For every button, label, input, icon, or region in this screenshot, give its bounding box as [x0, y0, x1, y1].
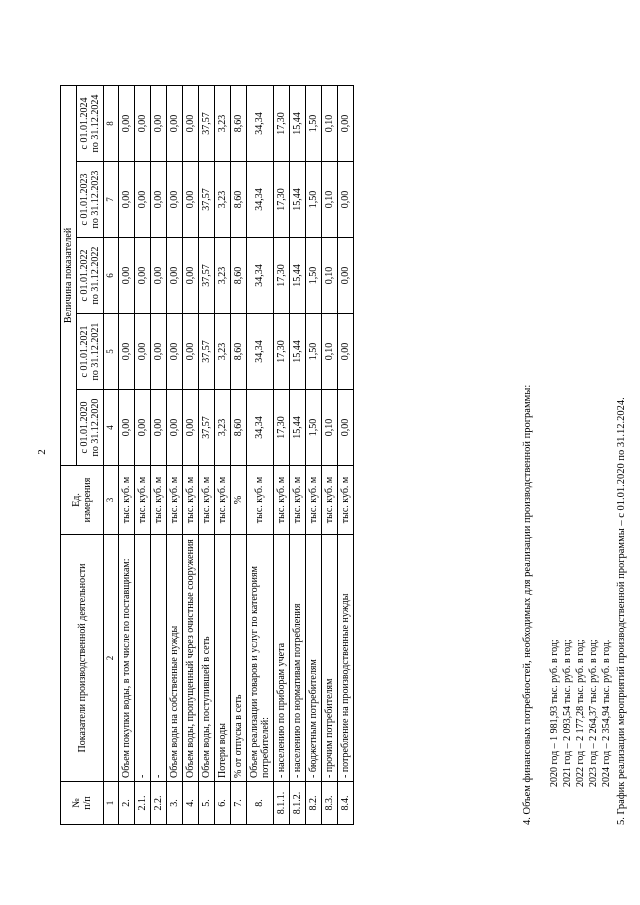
- row-value: 1,50: [305, 238, 321, 314]
- row-value: 0,10: [321, 86, 337, 162]
- row-value: 0,00: [134, 86, 150, 162]
- table-row: [305, 86, 321, 825]
- row-value: 0,00: [166, 390, 182, 466]
- row-value: 8,60: [230, 390, 246, 466]
- row-value: 0,00: [182, 162, 198, 238]
- row-unit: тыс. куб. м: [182, 466, 198, 535]
- row-value: 0,00: [182, 390, 198, 466]
- finance-item: 2023 год – 2 264,37 тыс. руб. в год;: [588, 639, 599, 787]
- header-period: с 01.01.2020 по 31.12.2020: [77, 390, 104, 466]
- row-unit: тыс. куб. м: [289, 466, 305, 535]
- row-value: 0,00: [134, 162, 150, 238]
- row-value: 15,44: [289, 86, 305, 162]
- row-indicator: -: [134, 535, 150, 782]
- row-value: 0,00: [118, 162, 134, 238]
- row-indicator: % от отпуска в сеть: [230, 535, 246, 782]
- header-period: с 01.01.2022 по 31.12.2022: [77, 238, 104, 314]
- row-value: 37,57: [198, 162, 214, 238]
- table-row: [246, 86, 273, 825]
- row-value: 0,00: [166, 162, 182, 238]
- row-value: 0,00: [118, 390, 134, 466]
- row-unit: тыс. куб. м: [150, 466, 166, 535]
- row-unit: тыс. куб. м: [198, 466, 214, 535]
- row-indicator: -: [150, 535, 166, 782]
- row-value: 0,00: [337, 86, 353, 162]
- table-row: [289, 86, 305, 825]
- column-index-cell: 7: [104, 162, 119, 238]
- row-value: 0,00: [337, 162, 353, 238]
- row-value: 0,00: [150, 162, 166, 238]
- table-row: [198, 86, 214, 825]
- row-value: 17,30: [273, 86, 289, 162]
- header-unit: Ед. измерения: [61, 466, 104, 535]
- finance-item: 2021 год – 2 093,54 тыс. руб. в год;: [562, 639, 573, 787]
- row-value: 37,57: [198, 86, 214, 162]
- header-period: с 01.01.2024 по 31.12.2024: [77, 86, 104, 162]
- row-value: 0,00: [150, 86, 166, 162]
- row-number: 3.: [166, 782, 182, 825]
- row-value: 34,34: [246, 86, 273, 162]
- column-index-cell: 1: [104, 782, 119, 825]
- row-value: 1,50: [305, 390, 321, 466]
- row-value: 0,00: [118, 86, 134, 162]
- column-index-cell: 4: [104, 390, 119, 466]
- row-number: 8.1.2.: [289, 782, 305, 825]
- row-unit: тыс. куб. м: [321, 466, 337, 535]
- header-period: с 01.01.2021 по 31.12.2021: [77, 314, 104, 390]
- row-value: 8,60: [230, 86, 246, 162]
- row-indicator: - прочим потребителям: [321, 535, 337, 782]
- row-value: 34,34: [246, 390, 273, 466]
- row-value: 0,10: [321, 390, 337, 466]
- row-number: 8.2.: [305, 782, 321, 825]
- row-value: 0,00: [337, 314, 353, 390]
- row-unit: тыс. куб. м: [214, 466, 230, 535]
- row-value: 37,57: [198, 238, 214, 314]
- row-number: 8.1.1.: [273, 782, 289, 825]
- row-number: 2.2.: [150, 782, 166, 825]
- row-value: 3,23: [214, 390, 230, 466]
- row-indicator: - населению по приборам учета: [273, 535, 289, 782]
- row-value: 0,00: [118, 314, 134, 390]
- section-4-title: 4. Объем финансовых потребностей, необходимых для реализации производственной программы:: [522, 384, 533, 825]
- row-value: 15,44: [289, 238, 305, 314]
- row-number: 2.: [118, 782, 134, 825]
- finance-list: [548, 639, 613, 787]
- row-value: 0,00: [337, 238, 353, 314]
- row-value: 8,60: [230, 238, 246, 314]
- column-index-cell: 2: [104, 535, 119, 782]
- table-header: [61, 86, 119, 825]
- row-number: 4.: [182, 782, 198, 825]
- row-number: 6.: [214, 782, 230, 825]
- row-indicator: Объем воды на собственные нужды: [166, 535, 182, 782]
- row-indicator: Потери воды: [214, 535, 230, 782]
- table-row: [118, 86, 134, 825]
- row-value: 0,00: [182, 314, 198, 390]
- production-indicators-table: [60, 85, 354, 825]
- row-indicator: - населению по нормативам потребления: [289, 535, 305, 782]
- row-value: 15,44: [289, 314, 305, 390]
- column-index-row: [104, 86, 119, 825]
- row-unit: %: [230, 466, 246, 535]
- row-value: 3,23: [214, 86, 230, 162]
- finance-item: 2022 год – 2 177,28 тыс. руб. в год;: [575, 639, 586, 787]
- page-number: 2: [35, 449, 48, 455]
- row-indicator: - потребление на производственные нужды: [337, 535, 353, 782]
- row-value: 37,57: [198, 314, 214, 390]
- row-value: 34,34: [246, 238, 273, 314]
- finance-item: 2024 год – 2 354,94 тыс. руб. в год.: [601, 639, 612, 787]
- row-value: 3,23: [214, 238, 230, 314]
- row-value: 15,44: [289, 390, 305, 466]
- row-value: 34,34: [246, 162, 273, 238]
- row-indicator: Объем покупки воды, в том числе по поставщикам:: [118, 535, 134, 782]
- row-value: 17,30: [273, 162, 289, 238]
- column-index-cell: 8: [104, 86, 119, 162]
- row-value: 3,23: [214, 314, 230, 390]
- row-unit: тыс. куб. м: [273, 466, 289, 535]
- row-value: 0,00: [166, 314, 182, 390]
- table-row: [166, 86, 182, 825]
- table-row: [134, 86, 150, 825]
- row-value: 17,30: [273, 238, 289, 314]
- row-unit: тыс. куб. м: [118, 466, 134, 535]
- row-value: 34,34: [246, 314, 273, 390]
- row-value: 1,50: [305, 162, 321, 238]
- header-values-group: Величина показателей: [61, 86, 77, 466]
- table-row: [182, 86, 198, 825]
- row-value: 0,10: [321, 238, 337, 314]
- row-number: 8.4.: [337, 782, 353, 825]
- row-unit: тыс. куб. м: [305, 466, 321, 535]
- row-indicator: Объем воды, поступившей в сеть: [198, 535, 214, 782]
- row-number: 8.3.: [321, 782, 337, 825]
- row-value: 37,57: [198, 390, 214, 466]
- section-5-title: 5. График реализации мероприятий производственной программы – с 01.01.2020 по 31.12.2024.: [616, 397, 627, 825]
- row-unit: тыс. куб. м: [246, 466, 273, 535]
- table-row: [150, 86, 166, 825]
- header-no: № п/п: [61, 782, 104, 825]
- row-value: 1,50: [305, 86, 321, 162]
- row-value: 15,44: [289, 162, 305, 238]
- column-index-cell: 5: [104, 314, 119, 390]
- row-value: 0,00: [337, 390, 353, 466]
- row-unit: тыс. куб. м: [166, 466, 182, 535]
- row-value: 3,23: [214, 162, 230, 238]
- row-value: 17,30: [273, 390, 289, 466]
- column-index-cell: 3: [104, 466, 119, 535]
- row-indicator: - бюджетным потребителям: [305, 535, 321, 782]
- row-indicator: Объем реализации товаров и услуг по категориям потребителей:: [246, 535, 273, 782]
- row-value: 0,00: [150, 314, 166, 390]
- header-period: с 01.01.2023 по 31.12.2023: [77, 162, 104, 238]
- row-value: 0,00: [182, 238, 198, 314]
- table-row: [321, 86, 337, 825]
- row-value: 0,00: [150, 238, 166, 314]
- finance-item: 2020 год – 1 981,93 тыс. руб. в год;: [549, 639, 560, 787]
- row-value: 1,50: [305, 314, 321, 390]
- row-number: 5.: [198, 782, 214, 825]
- row-unit: тыс. куб. м: [134, 466, 150, 535]
- table-row: [273, 86, 289, 825]
- row-value: 0,10: [321, 314, 337, 390]
- row-value: 8,60: [230, 314, 246, 390]
- table-row: [230, 86, 246, 825]
- table-row: [214, 86, 230, 825]
- row-value: 0,00: [134, 314, 150, 390]
- row-value: 0,00: [134, 390, 150, 466]
- row-value: 0,00: [134, 238, 150, 314]
- row-value: 8,60: [230, 162, 246, 238]
- row-indicator: Объем воды, пропущенный через очистные сооружения: [182, 535, 198, 782]
- row-number: 7.: [230, 782, 246, 825]
- header-row-1: [61, 86, 77, 825]
- header-indicator: Показатели производственной деятельности: [61, 535, 104, 782]
- row-number: 8.: [246, 782, 273, 825]
- table-row: [337, 86, 353, 825]
- row-value: 0,00: [182, 86, 198, 162]
- row-value: 0,00: [166, 238, 182, 314]
- row-unit: тыс. куб. м: [337, 466, 353, 535]
- row-value: 0,10: [321, 162, 337, 238]
- row-value: 17,30: [273, 314, 289, 390]
- row-value: 0,00: [150, 390, 166, 466]
- row-number: 2.1.: [134, 782, 150, 825]
- row-value: 0,00: [166, 86, 182, 162]
- column-index-cell: 6: [104, 238, 119, 314]
- row-value: 0,00: [118, 238, 134, 314]
- table-body: [118, 86, 353, 825]
